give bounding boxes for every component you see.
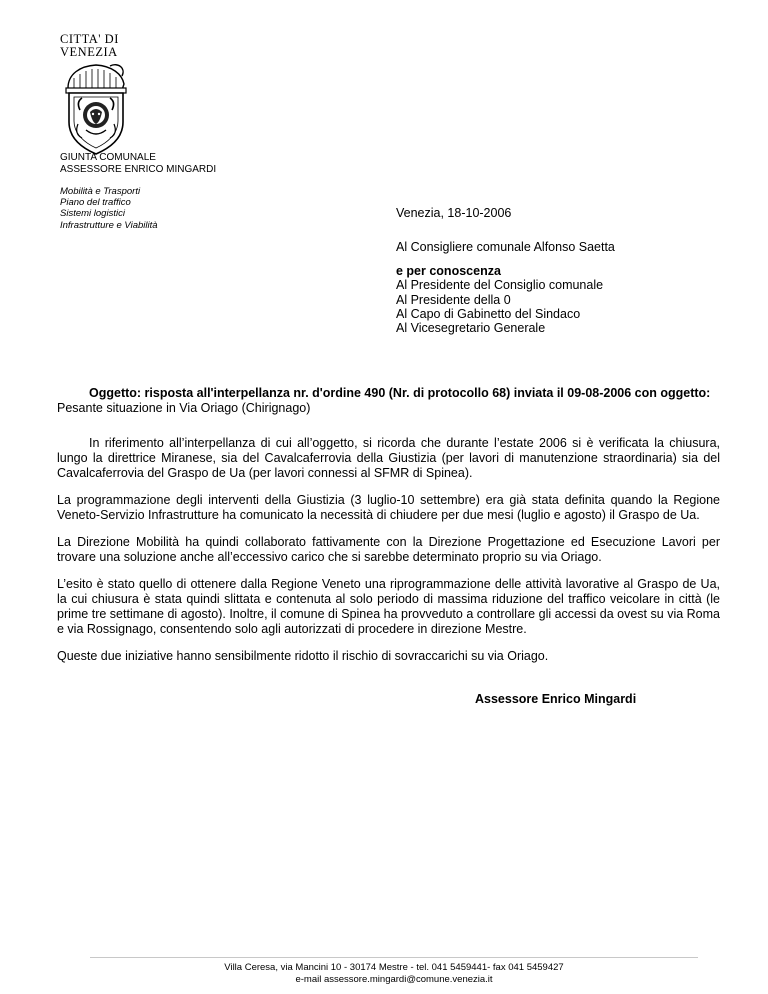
subject-heading: Oggetto: risposta all'interpellanza nr. d'ordine 490 (Nr. di protocollo 68) inviata il 09-08-2006 con oggetto: xyxy=(89,386,711,400)
office-item: Piano del traffico xyxy=(60,197,131,209)
recipient-item: Al Vicesegretario Generale xyxy=(396,321,546,336)
body-paragraph: Queste due iniziative hanno sensibilmente ridotto il rischio di sovraccarichi su via Oriago. xyxy=(57,649,549,663)
footer-address: Villa Ceresa, via Mancini 10 - 30174 Mestre - tel. 041 5459441- fax 041 5459427 xyxy=(224,962,564,973)
department-header xyxy=(60,152,216,175)
office-item: Sistemi logistici xyxy=(60,208,125,220)
office-item: Mobilità e Trasporti xyxy=(60,186,141,197)
body-paragraph: In riferimento all’interpellanza di cui all’oggetto, si ricorda che durante l’estate 2006 si è verificata la chiusura, lungo la direttrice Miranese, sia del Cavalcaferrovia della Giustizia (per lavori di manutenzione straordinaria) sia del Cavalcaferrovia del Graspo de Ua (per lavori connessi al SFMR di Spinea). xyxy=(57,436,720,480)
body-paragraph: La programmazione degli interventi della Giustizia (3 luglio-10 settembre) era già stata definita quando la Regione Veneto-Servizio Infrastrutture ha comunicato la necessità di chiudere per due mesi (luglio e agosto) il Graspo de Ua. xyxy=(57,493,720,522)
logo-title-line2: VENEZIA xyxy=(60,45,118,59)
letter-date: Venezia, 18-10-2006 xyxy=(396,206,512,220)
subject-title: Pesante situazione in Via Oriago (Chirignago) xyxy=(57,401,311,415)
subject-block xyxy=(57,386,720,416)
office-list xyxy=(60,186,158,231)
venice-crest-icon xyxy=(60,60,132,156)
recipient-item: Al Capo di Gabinetto del Sindaco xyxy=(396,306,581,321)
body-paragraph: L’esito è stato quello di ottenere dalla Regione Veneto una riprogrammazione delle attività lavorative al Graspo de Ua, la cui chiusura è stata quindi slittata e contenuta al solo periodo di massima riduzione del traffico veicolare in città (le prime tre settimane di agosto). Inoltre, il comune di Spinea ha provveduto a controllare gli accessi da ovest su via Roma e via Rossignago, consentendo solo agli autorizzati di procedere in direzione Mestre. xyxy=(57,577,720,636)
footer-email: e-mail assessore.mingardi@comune.venezia.it xyxy=(295,973,493,985)
addressee: Al Consigliere comunale Alfonso Saetta xyxy=(396,240,615,254)
department-name: GIUNTA COMUNALE xyxy=(60,152,156,163)
body-paragraph: La Direzione Mobilità ha quindi collaborato fattivamente con la Direzione Progettazione ed Esecuzione Lavori per trovare una soluzione anche all’eccessivo carico che si sarebbe determinato proprio su via Oriago. xyxy=(57,535,720,564)
logo-title-line1: CITTA' DI xyxy=(60,32,119,46)
recipient-item: Al Presidente del Consiglio comunale xyxy=(396,278,604,293)
recipient-item: Al Presidente della 0 xyxy=(396,292,511,307)
cc-label: e per conoscenza xyxy=(396,264,501,278)
signature: Assessore Enrico Mingardi xyxy=(475,692,637,706)
footer-divider xyxy=(90,957,698,958)
office-item: Infrastrutture e Viabilità xyxy=(60,219,158,231)
city-logo xyxy=(60,34,140,156)
assessor-name: ASSESSORE ENRICO MINGARDI xyxy=(60,163,217,175)
footer xyxy=(90,962,698,985)
cc-recipients xyxy=(396,264,603,335)
letter-body xyxy=(57,436,720,676)
